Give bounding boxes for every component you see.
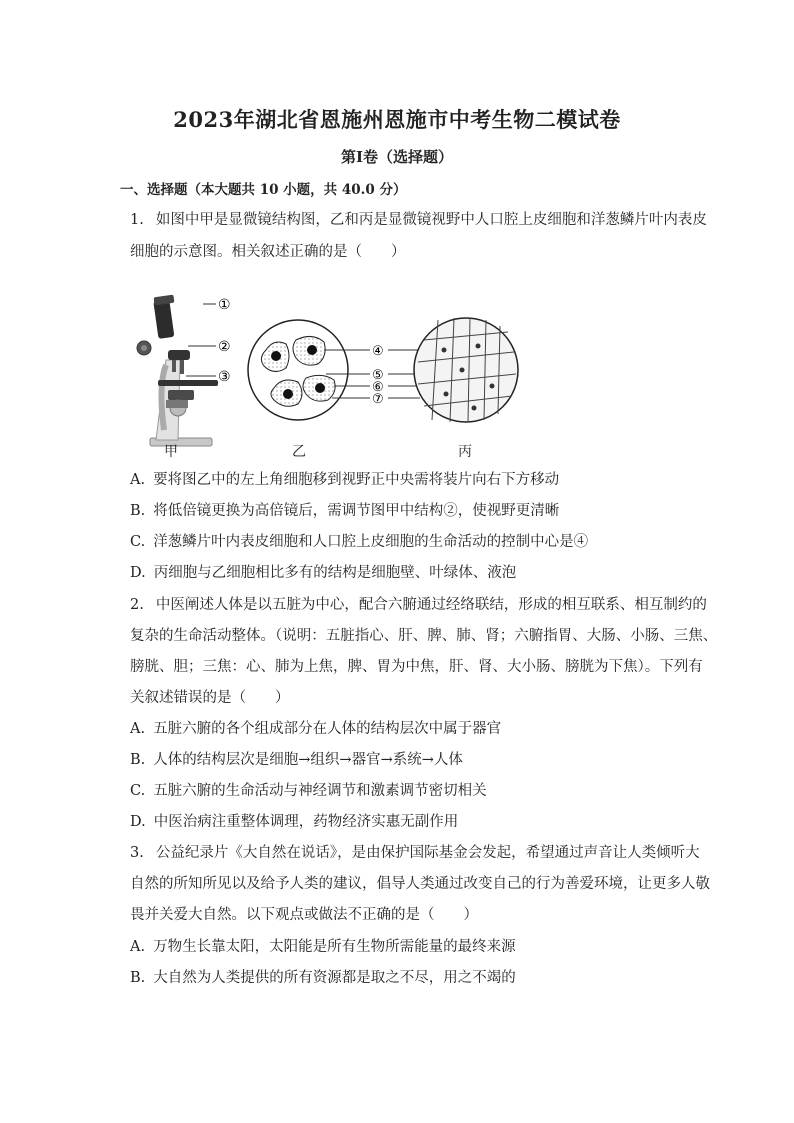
section-heading: 一、选择题（本大题共 10 小题，共 40.0 分） — [120, 182, 407, 198]
figure-label-jia: 甲 — [164, 444, 178, 460]
question-1-option-d — [130, 561, 516, 582]
label-n4: ④ — [372, 344, 384, 359]
exam-title: 2023年湖北省恩施州恩施市中考生物二模试卷 — [173, 107, 621, 132]
question-2-option-a — [130, 717, 501, 738]
question-3-line-3: 畏并关爱大自然。以下观点或做法不正确的是（ ） — [130, 907, 478, 923]
microscope-cell-figure — [128, 290, 528, 462]
question-3-option-b — [130, 966, 516, 987]
option-text: 大自然为人类提供的所有资源都是取之不尽，用之不竭的 — [153, 970, 516, 986]
option-letter: C. — [130, 783, 146, 799]
question-3-line-1 — [130, 841, 700, 862]
option-text: 万物生长靠太阳，太阳能是所有生物所需能量的最终来源 — [153, 939, 516, 955]
label-n7: ⑦ — [372, 392, 384, 407]
option-text: 中医治病注重整体调理，药物经济实惠无副作用 — [153, 814, 459, 830]
question-1-option-c — [130, 530, 588, 551]
question-2-text: 中医阐述人体是以五脏为中心，配合六腑通过经络联结，形成的相互联系、相互制约的 — [155, 597, 707, 613]
option-letter: A. — [130, 939, 146, 955]
option-letter: C. — [130, 534, 146, 550]
label-n3: ③ — [218, 369, 231, 385]
question-1-line-2: 细胞的示意图。相关叙述正确的是（ ） — [130, 244, 406, 260]
figure-label-yi: 乙 — [292, 444, 306, 460]
option-text: 五脏六腑的生命活动与神经调节和激素调节密切相关 — [153, 783, 487, 799]
option-text: 要将图乙中的左上角细胞移到视野正中央需将装片向右下方移动 — [153, 472, 560, 488]
microscope-drawing — [137, 295, 218, 446]
option-text: 洋葱鳞片叶内表皮细胞和人口腔上皮细胞的生命活动的控制中心是④ — [153, 534, 589, 550]
question-2-line-2: 复杂的生命活动整体。（说明：五脏指心、肝、脾、肺、肾；六腑指胃、大肠、小肠、三焦、 — [130, 628, 718, 644]
option-letter: D. — [130, 814, 146, 830]
question-1-option-b — [130, 499, 559, 520]
question-3-number: 3. — [130, 845, 144, 861]
option-text: 人体的结构层次是细胞→组织→器官→系统→人体 — [153, 752, 463, 768]
question-2-line-4: 关叙述错误的是（ ） — [130, 690, 290, 706]
option-text: 五脏六腑的各个组成部分在人体的结构层次中属于器官 — [153, 721, 502, 737]
option-letter: B. — [130, 503, 146, 519]
question-3-text: 公益纪录片《大自然在说话》，是由保护国际基金会发起，希望通过声音让人类倾听大 — [155, 845, 700, 861]
question-2-number: 2. — [130, 597, 144, 613]
question-1-option-a — [130, 468, 559, 489]
option-letter: D. — [130, 565, 146, 581]
figure-label-bing: 丙 — [458, 444, 472, 460]
option-text: 将低倍镜更换为高倍镜后，需调节图甲中结构②，使视野更清晰 — [153, 503, 560, 519]
option-letter: B. — [130, 970, 146, 986]
cheek-cell-view — [248, 320, 370, 420]
question-1-line-1 — [130, 208, 707, 229]
question-2-option-b — [130, 748, 463, 769]
question-1-text: 如图中甲是显微镜结构图，乙和丙是显微镜视野中人口腔上皮细胞和洋葱鳞片叶内表皮 — [155, 212, 707, 228]
exam-subtitle: 第Ⅰ卷（选择题） — [340, 148, 454, 166]
figure-illustration — [128, 290, 528, 462]
question-2-line-3: 膀胱、胆；三焦：心、肺为上焦，脾、胃为中焦，肝、肾、大小肠、膀胱为下焦）。下列有 — [130, 659, 703, 675]
label-n1: ① — [218, 297, 231, 313]
label-n5: ⑤ — [372, 368, 384, 383]
label-n6: ⑥ — [372, 380, 384, 395]
label-n2: ② — [218, 339, 231, 355]
option-letter: B. — [130, 752, 146, 768]
onion-cell-view — [414, 318, 518, 422]
option-letter: A. — [130, 721, 146, 737]
question-2-line-1 — [130, 593, 707, 614]
question-2-option-c — [130, 779, 487, 800]
question-3-line-2: 自然的所知所见以及给予人类的建议，倡导人类通过改变自己的行为善爱环境，让更多人敬 — [130, 876, 710, 892]
question-2-option-d — [130, 810, 458, 831]
question-3-option-a — [130, 935, 516, 956]
option-text: 丙细胞与乙细胞相比多有的结构是细胞壁、叶绿体、液泡 — [153, 565, 517, 581]
question-1-number: 1. — [130, 212, 144, 228]
option-letter: A. — [130, 472, 146, 488]
